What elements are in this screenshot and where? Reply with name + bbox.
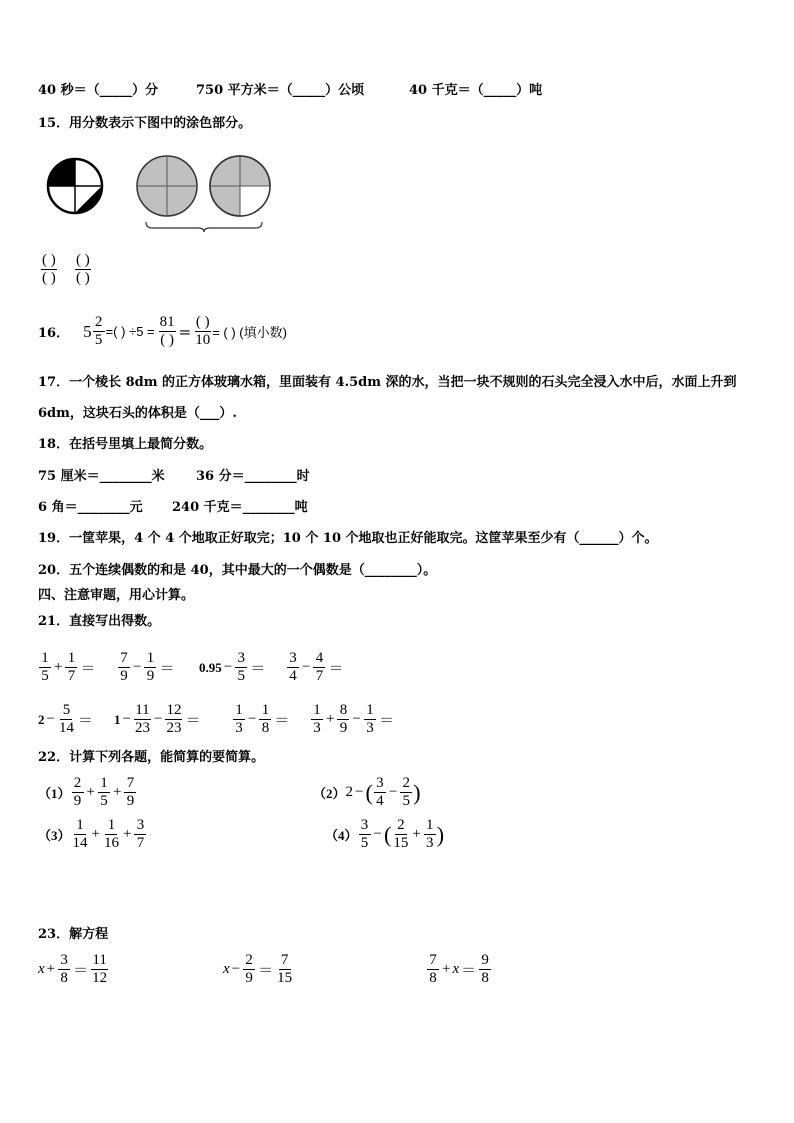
q15-figure — [40, 152, 290, 234]
q17-line2: 6dm，这块石头的体积是（___）. — [38, 406, 237, 421]
q15-title: 15．用分数表示下图中的涂色部分。 — [38, 116, 252, 131]
q22-problem-2: （2） 2 − ( $\frac{3}{4}$ − $\frac{2}{5}$ ) — [313, 775, 421, 809]
q21-expr-3: 0.95 − $\frac{3}{5}$ ＝ — [199, 650, 266, 684]
q22-problem-3: （3） $\frac{1}{14}$ + $\frac{1}{16}$ + $\frac{3}{7}$ — [38, 817, 147, 852]
q19: 19．一筐苹果，4 个 4 个地取正好取完；10 个 10 个地取也正好能取完。这筐苹果至少有（______）个。 — [38, 531, 658, 546]
circle-figure-1 — [48, 159, 102, 213]
q23-equation-3: $\frac{7}{8}$ + x ＝ $\frac{9}{8}$ — [426, 952, 492, 987]
q18-row2b: 240 千克＝________吨 — [172, 500, 308, 515]
q21-expr-4: $\frac{3}{4}$ − $\frac{4}{7}$ ＝ — [286, 650, 345, 685]
mixed-whole: 5 — [83, 321, 92, 341]
q23-equation-1: x + $\frac{3}{8}$ ＝ $\frac{11}{12}$ — [38, 952, 108, 986]
q18-row1a: 75 厘米＝________米 — [38, 469, 165, 484]
q21-expr-5: 2 − $\frac{5}{14}$ ＝ — [38, 702, 93, 736]
conv-mass: 40 千克＝（_____）吨 — [409, 83, 543, 98]
circle-figure-3 — [210, 156, 270, 216]
conv-seconds: 40 秒＝（_____）分 — [38, 83, 159, 98]
q18-title: 18．在括号里填上最简分数。 — [38, 437, 213, 452]
q21-expr-6: 1 − $\frac{11}{23}$ − $\frac{12}{23}$ ＝ — [114, 702, 201, 736]
q21-expr-7: $\frac{1}{3}$ − $\frac{1}{8}$ ＝ — [232, 702, 291, 737]
section-4-heading: 四、注意审题，用心计算。 — [38, 588, 195, 603]
brace — [146, 222, 262, 232]
q21-expr-8: $\frac{1}{3}$ + $\frac{8}{9}$ − $\frac{1}{3}$ ＝ — [310, 702, 396, 737]
q21-expr-1: $\frac{1}{5}$ + $\frac{1}{7}$ ＝ — [38, 650, 97, 685]
circle-figure-2 — [137, 156, 197, 216]
q16-part2: = ( ) (填小数) — [212, 325, 287, 340]
q23-title: 23．解方程 — [38, 927, 109, 942]
q22-problem-1: （1） $\frac{2}{9}$ + $\frac{1}{5}$ + $\frac{7}{9}$ — [38, 775, 137, 810]
q21-title: 21．直接写出得数。 — [38, 614, 161, 629]
q16: 16． 5 $\frac{2}{5}$ =( ) ÷5 = $\frac{81}{( )}$ = $\frac{( )}{10}$ = ( ) (填小数) — [38, 314, 287, 348]
q15-answer-fraction-2: $\frac{( )}{( )}$ — [76, 252, 90, 286]
q18-row1b: 36 分＝________时 — [196, 469, 310, 484]
q16-number: 16． — [38, 326, 70, 341]
q22-title: 22．计算下列各题，能简算的要简算。 — [38, 750, 265, 765]
q16-part1: =( ) ÷5 = — [105, 324, 155, 339]
q21-expr-2: $\frac{7}{9}$ − $\frac{1}{9}$ ＝ — [117, 650, 176, 685]
q22-problem-4: （4） $\frac{3}{5}$ − ( $\frac{2}{15}$ + $\frac{1}{3}$ ) — [325, 817, 445, 851]
q15-answer-fraction-1: $\frac{( )}{( )}$ — [42, 252, 56, 286]
q20: 20．五个连续偶数的和是 40，其中最大的一个偶数是（________）。 — [38, 563, 437, 578]
conv-area: 750 平方米＝（_____）公顷 — [196, 83, 365, 98]
q18-row2a: 6 角＝________元 — [38, 500, 143, 515]
q17-line1: 17．一个棱长 8dm 的正方体玻璃水箱，里面装有 4.5dm 深的水，当把一块不规则的石头完全浸入水中后，水面上升到 — [38, 375, 737, 390]
q23-equation-2: x − $\frac{2}{9}$ ＝ $\frac{7}{15}$ — [223, 952, 293, 986]
